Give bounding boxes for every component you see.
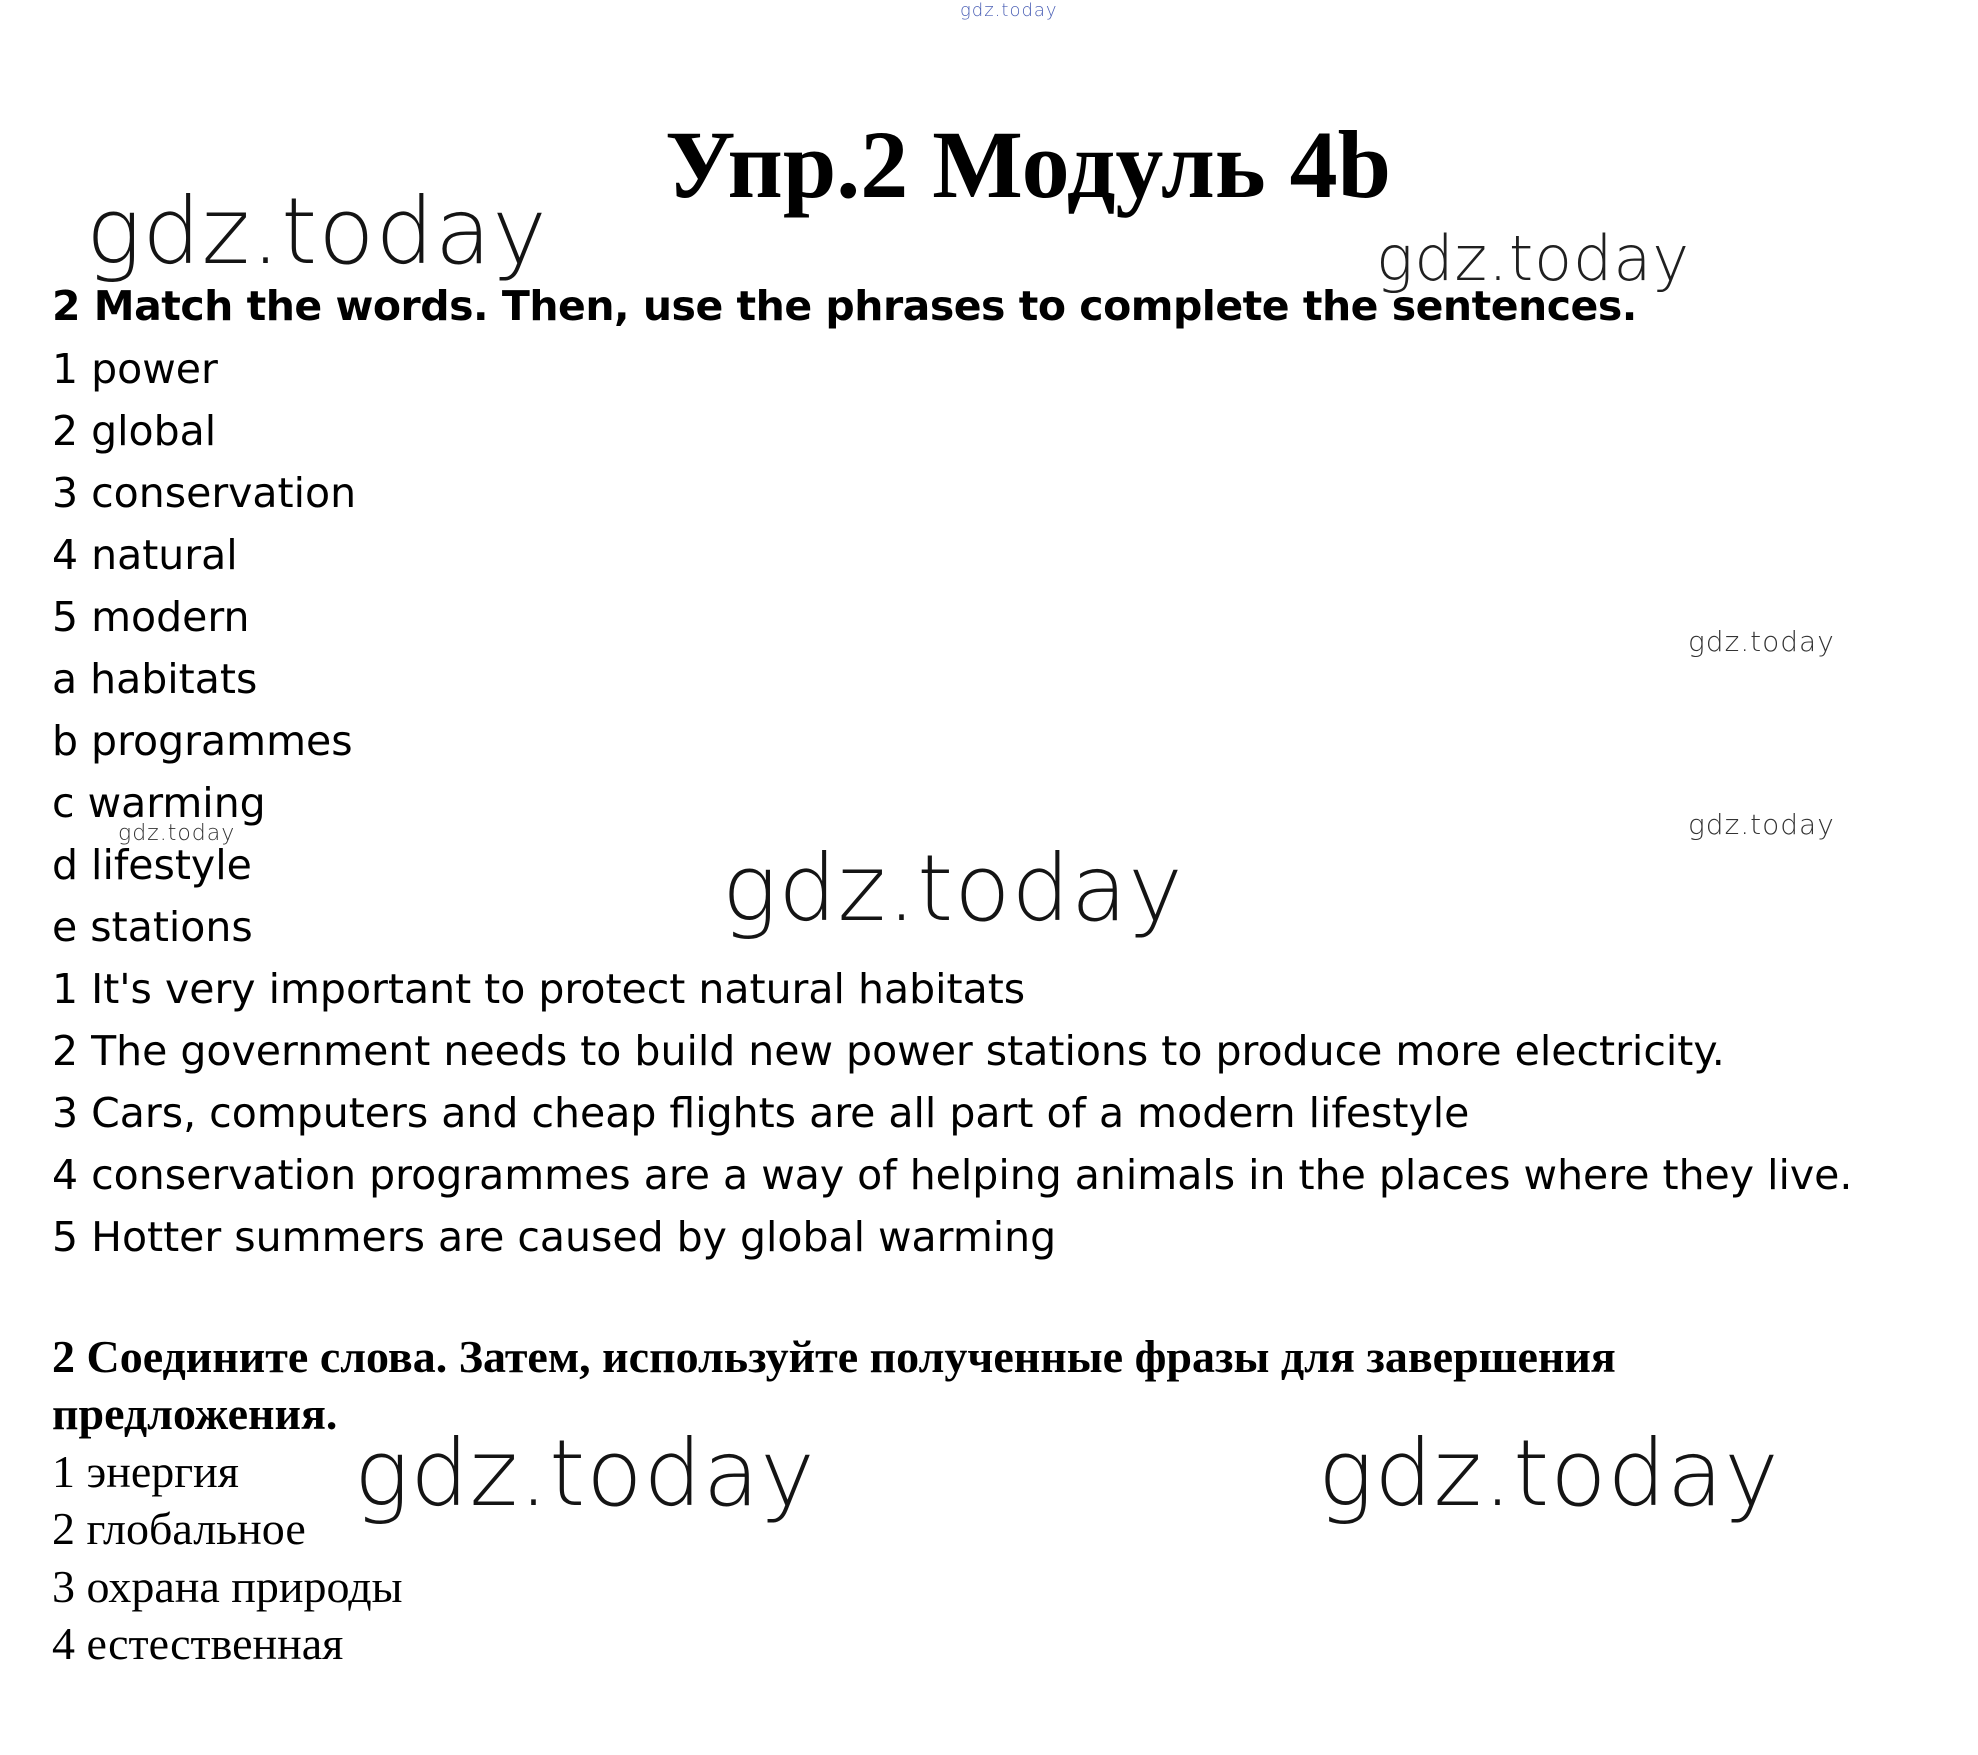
match-item: d lifestyle (52, 841, 252, 889)
russian-instruction-line2: предложения. (52, 1388, 338, 1439)
watermark-medium: gdz.today (1376, 222, 1691, 295)
match-item: a habitats (52, 655, 258, 703)
sentence-item: 3 Cars, computers and cheap flights are all part of a modern lifestyle (52, 1089, 1470, 1137)
russian-instruction-line1: 2 Соедините слова. Затем, используйте полученные фразы для завершения (52, 1331, 1616, 1382)
word-item: 5 modern (52, 593, 250, 641)
sentence-item: 5 Hotter summers are caused by global warming (52, 1213, 1057, 1261)
russian-word-item: 4 естественная (52, 1618, 344, 1669)
watermark-large: gdz.today (354, 1420, 816, 1527)
watermark-tiny: gdz.today (118, 821, 236, 846)
page-title: Упр.2 Модуль 4b (664, 111, 1392, 218)
russian-word-item: 1 энергия (52, 1446, 239, 1497)
match-item: e stations (52, 903, 253, 951)
sentence-item: 1 It's very important to protect natural habitats (52, 965, 1026, 1013)
russian-word-item: 3 охрана природы (52, 1561, 403, 1612)
word-item: 4 natural (52, 531, 238, 579)
watermark-large: gdz.today (722, 835, 1184, 942)
watermark-large: gdz.today (1318, 1420, 1780, 1527)
word-item: 2 global (52, 407, 217, 455)
watermark-small: gdz.today (1688, 625, 1835, 658)
watermark-small: gdz.today (1688, 808, 1835, 841)
sentence-item: 4 conservation programmes are a way of helping animals in the places where they live. (52, 1151, 1853, 1199)
word-item: 1 power (52, 345, 218, 393)
watermark-large: gdz.today (86, 178, 548, 285)
sentence-item: 2 The government needs to build new power stations to produce more electricity. (52, 1027, 1725, 1075)
match-item: c warming (52, 779, 266, 827)
english-instruction: 2 Match the words. Then, use the phrases to complete the sentences. (52, 282, 1637, 330)
watermark-top: gdz.today (960, 0, 1058, 21)
russian-word-item: 2 глобальное (52, 1503, 306, 1554)
word-item: 3 conservation (52, 469, 357, 517)
match-item: b programmes (52, 717, 353, 765)
